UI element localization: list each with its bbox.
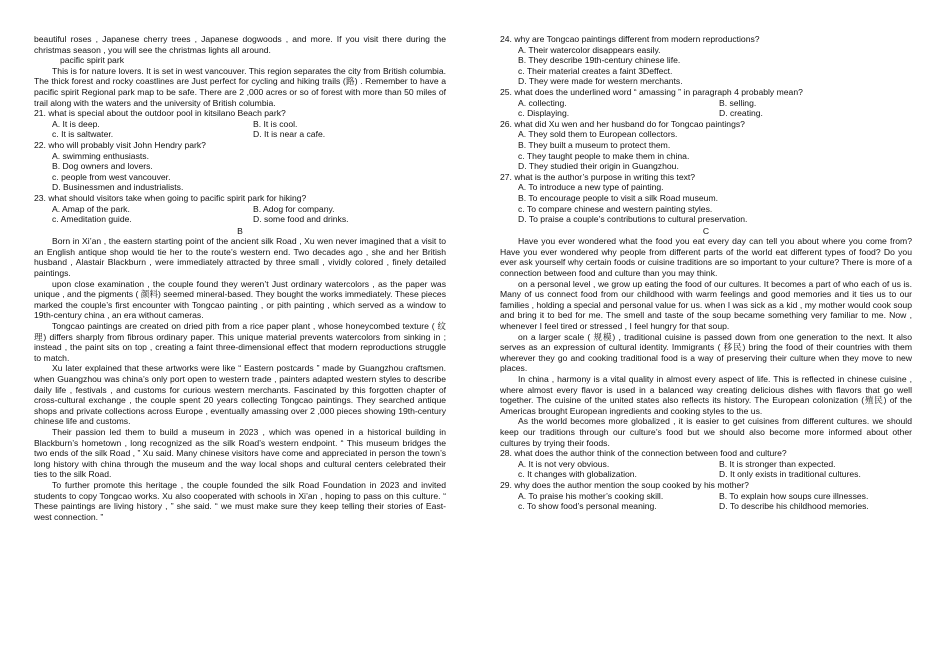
question-24: 24. why are Tongcao paintings different from modern reproductions? [500,34,760,44]
question-21-options [34,119,446,140]
option: D. It is near a cafe. [253,129,326,140]
option: D. To describe his childhood memories. [719,501,869,512]
option: D. They studied their origin in Guangzhou. [518,161,679,172]
paragraph: on a personal level , we grow up eating the food of our cultures. It becomes a part of who each of us is. Many of us connect food from our childhood with warm feelings and good memories and it ties us to our families , holding a special and personal value for us. when I was sick as a kid , my mother would cook soup and bring it to bed for me. The smell and taste of the soup became something very familiar to me. Now , whenever I feel tired or stressed , I feel hungry for that soup. [500,278,912,332]
option: c. They taught people to make them in china. [518,150,690,161]
question-29: 29. why does the author mention the soup cooked by his mother? [500,479,749,490]
question-22-options [34,151,446,193]
section-label-c: C [702,225,710,236]
paragraph: As the world becomes more globalized , it is easier to get cuisines from different cultures. we should keep our traditions through our culture’s food but we should also become more informed about other cultures by trying their foods. [500,416,912,448]
section-label-b: B [237,225,243,236]
question-23-options [34,204,446,225]
option: B. They built a museum to protect them. [518,139,671,150]
question-21: 21. what is special about the outdoor pool in kitsilano Beach park? [34,108,286,119]
paragraph: on a larger scale ( 规模) , traditional cuisine is passed down from one generation to the next. It also serves as an expression of cultural identity. Immigrants ( 移民) bring the food of their countries with them wherever they go and cooking traditional food is a way of preserving their culture when they move to new places. [500,331,912,374]
paragraph: In china , harmony is a vital quality in almost every aspect of life. This is reflected in chinese cuisine , where almost every flavor is used in a balanced way creating delicious dishes with flavors that go well together. The cuisine of the united states also reflects its history. The European colonization (殖民) of the Americas brought European ingredients and cooking styles to the us. [500,374,912,416]
option: A. swimming enthusiasts. [52,150,149,161]
option: c. To show food’s personal meaning. [518,501,657,512]
option: c. people from west vancouver. [52,171,171,182]
option: A. It is not very obvious. [518,458,610,469]
option: B. To explain how soups cure illnesses. [719,490,869,501]
paragraph: upon close examination , the couple found they weren’t Just ordinary watercolors , as the paper was unique , and the pigments ( 颜料) seemed mineral-based. They bought the works immediately. These pieces marked the couple’s first encounter with Tongcao painting , or pith painting , which served as a window to 19th-century china , an era without cameras. [34,278,446,321]
option: c. Displaying. [518,108,570,119]
option: A. It is deep. [52,118,100,129]
option: B. They describe 19th-century chinese life. [518,55,681,66]
question-28: 28. what does the author think of the connection between food and culture? [500,448,787,459]
option: c. It is saltwater. [52,129,114,140]
option: B. selling. [719,97,757,108]
option: c. Their material creates a faint 3Deffect. [518,65,673,76]
paragraph: Tongcao paintings are created on dried pith from a rice paper plant , whose honeycombed texture ( 纹理) differs sharply from fibrous ordinary paper. This unique material prevents watercolors from sinking in ; instead , the paint sits on top , creating a faint three-dimensional effect that modern reproductions struggle to match. [34,321,446,363]
option: c. It changes with globalization. [518,469,637,480]
section-heading-pacific-spirit-park: pacific spirit park [60,55,124,66]
option: B. Adog for company. [253,203,335,214]
option: A. To introduce a new type of painting. [518,182,664,193]
question-27-options [500,182,912,224]
question-25-options [500,98,912,119]
option: D. creating. [719,108,763,119]
question-22: 22. who will probably visit John Hendry park? [34,139,206,150]
option: A. Their watercolor disappears easily. [518,44,661,55]
option: B. To encourage people to visit a silk Road museum. [518,192,718,203]
option: D. It only exists in traditional cultures. [719,469,861,480]
option: D. some food and drinks. [253,214,349,225]
right-column [500,34,912,512]
question-28-options [500,459,912,480]
question-23: 23. what should visitors take when going to pacific spirit park for hiking? [34,192,307,203]
option: D. To praise a couple’s contributions to cultural preservation. [518,214,748,225]
option: A. They sold them to European collectors. [518,129,678,140]
question-25: 25. what does the underlined word “ amassing ” in paragraph 4 probably mean? [500,86,803,97]
paragraph: Born in Xi’an , the eastern starting point of the ancient silk Road , Xu wen never imagined that a visit to an English antique shop would tie her to the route’s western end. Two decades ago , she and her British husband , Alastair Blackburn , were immediately attracted by three small , vividly colored , finely detailed paintings. [34,236,446,279]
paragraph: This is for nature lovers. It is set in west vancouver. This region separates the city from British columbia. The thick forest and rocky coastlines are Just perfect for cycling and hiking trails (路) . Remember to have a pacific spirit Regional park map to be safe. There are 2 ,000 acres or so of forest with more than 50 miles of trail along with the waters and the university of British columbia. [34,65,446,108]
question-29-options [500,491,912,512]
option: A. collecting. [518,97,567,108]
paragraph: Have you ever wondered what the food you eat every day can tell you about where you come from? Have you ever wondered why people from different parts of the world eat different types of food? Do you ever ask yourself why certain foods or cuisine traditions are so important to your culture? There is more of a connection between food and culture than you may think. [500,236,912,279]
option: A. To praise his mother’s cooking skill. [518,490,664,501]
option: B. Dog owners and lovers. [52,161,153,172]
option: D. Businessmen and industrialists. [52,182,184,193]
option: c. To compare chinese and western painting styles. [518,203,713,214]
paragraph: To further promote this heritage , the couple founded the silk Road Foundation in 2023 and invited students to copy Tongcao works. Xu also cooperated with schools in Xi’an , hoping to pass on this culture. “ These paintings are living history , ” she said. “ we must make sure they keep telling their stories of East-west connection. ” [34,479,446,522]
option: B. It is cool. [253,118,298,129]
left-column [34,34,446,522]
question-26: 26. what did Xu wen and her husband do for Tongcao paintings? [500,118,745,129]
question-27: 27. what is the author’s purpose in writing this text? [500,171,696,182]
paragraph: Xu later explained that these artworks were like “ Eastern postcards ” made by Guangzhou craftsmen. when Guangzhou was china’s only port open to western trade , painters adapted western styles to describe daily life , festivals , and customs for curious western merchants. Fascinated by this forgotten chapter of cross-cultural exchange , the couple spent 20 years collecting Tongcao paintings. They searched antique shops and private collections across Europe , eventually amassing over 2 ,000 pieces showing 19th-century chinese life and customs. [34,363,446,427]
option: c. Ameditation guide. [52,214,132,225]
option: B. It is stronger than expected. [719,458,836,469]
question-26-options [500,129,912,171]
question-24-options [500,45,912,87]
paragraph: Their passion led them to build a museum in 2023 , which was opened in a historical building in Blackburn’s hometown , long recognized as the silk Road’s western endpoint. “ This museum bridges the two ends of the silk Road , ” Xu said. Many chinese visitors have come and appreciated in person the town’s long history with china through the museum and the way local shops and cultural centers celebrated their ties to the silk Road. [34,426,446,480]
option: D. They were made for western merchants. [518,76,683,87]
option: A. Amap of the park. [52,203,130,214]
intro-paragraph: beautiful roses , Japanese cherry trees , Japanese dogwoods , and more. If you visit there during the christmas season , you will see the christmas lights all around. [34,34,446,55]
